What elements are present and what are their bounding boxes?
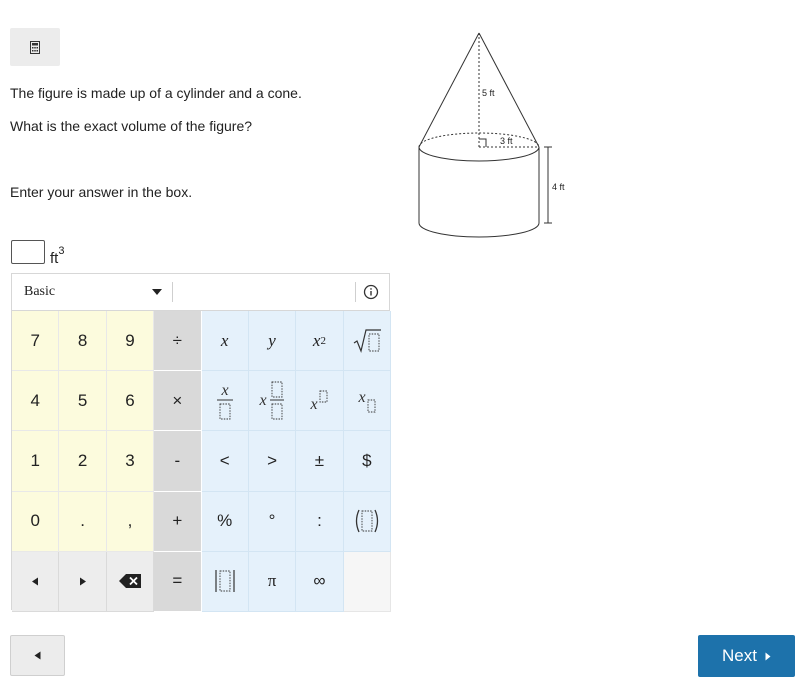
cylinder-top-back bbox=[419, 133, 539, 147]
keypad-mode-select[interactable] bbox=[24, 283, 162, 301]
key-empty bbox=[344, 552, 391, 612]
cylinder-top-front bbox=[419, 147, 539, 161]
cone-height-label: 5 ft bbox=[482, 88, 495, 98]
key-less-than[interactable]: < bbox=[202, 431, 249, 491]
subscript-icon bbox=[356, 388, 378, 414]
parentheses-icon bbox=[353, 507, 381, 535]
calculator-button[interactable] bbox=[10, 28, 60, 66]
key-3[interactable]: 3 bbox=[107, 431, 154, 491]
next-button[interactable] bbox=[698, 635, 795, 677]
instruction-text: Enter your answer in the box. bbox=[10, 184, 193, 200]
key-comma[interactable]: , bbox=[107, 492, 154, 552]
exponent-icon bbox=[308, 389, 330, 413]
fraction-icon bbox=[215, 380, 235, 422]
key-percent[interactable]: % bbox=[202, 492, 249, 552]
back-button[interactable] bbox=[10, 635, 65, 676]
calculator-icon bbox=[30, 41, 40, 54]
caret-right-icon bbox=[79, 577, 87, 586]
key-x[interactable]: x bbox=[202, 311, 249, 371]
key-plus-minus[interactable]: ± bbox=[296, 431, 343, 491]
key-pi[interactable]: π bbox=[249, 552, 296, 612]
key-y[interactable]: y bbox=[249, 311, 296, 371]
key-plus[interactable]: + bbox=[154, 492, 201, 552]
key-greater-than[interactable]: > bbox=[249, 431, 296, 491]
svg-text:x: x bbox=[221, 381, 229, 399]
key-5[interactable]: 5 bbox=[59, 371, 106, 431]
key-mixed-number[interactable] bbox=[249, 371, 296, 431]
cylinder-bottom bbox=[419, 223, 539, 237]
question-text-2: What is the exact volume of the figure? bbox=[10, 118, 253, 134]
key-parentheses[interactable] bbox=[344, 492, 391, 552]
svg-text:x: x bbox=[259, 391, 267, 409]
key-degree[interactable]: ° bbox=[249, 492, 296, 552]
key-exponent[interactable] bbox=[296, 371, 343, 431]
key-fraction[interactable] bbox=[202, 371, 249, 431]
keypad-header bbox=[12, 274, 389, 311]
absolute-value-icon bbox=[213, 568, 237, 594]
key-minus[interactable]: - bbox=[154, 431, 201, 491]
key-cursor-left[interactable] bbox=[12, 552, 59, 612]
info-icon[interactable] bbox=[363, 284, 379, 300]
key-x-squared[interactable]: x 2 bbox=[296, 311, 343, 371]
key-8[interactable]: 8 bbox=[59, 311, 106, 371]
key-absolute-value[interactable] bbox=[202, 552, 249, 612]
mixed-number-icon bbox=[257, 380, 287, 422]
question-text-1: The figure is made up of a cylinder and a cone. bbox=[10, 85, 302, 101]
key-colon[interactable]: : bbox=[296, 492, 343, 552]
chevron-down-icon bbox=[152, 289, 162, 295]
key-0[interactable]: 0 bbox=[12, 492, 59, 552]
keypad-mode-label: Basic bbox=[24, 284, 56, 299]
keypad-grid bbox=[12, 311, 389, 612]
key-decimal[interactable]: . bbox=[59, 492, 106, 552]
answer-row bbox=[11, 238, 64, 272]
key-sqrt[interactable] bbox=[344, 311, 391, 371]
radius-label: 3 ft bbox=[500, 136, 513, 146]
cone-left-edge bbox=[419, 33, 479, 147]
key-7[interactable]: 7 bbox=[12, 311, 59, 371]
svg-text:x: x bbox=[310, 395, 318, 413]
caret-left-icon bbox=[34, 651, 41, 660]
cylinder-height-label: 4 ft bbox=[552, 182, 565, 192]
key-divide[interactable]: ÷ bbox=[154, 311, 201, 371]
key-1[interactable]: 1 bbox=[12, 431, 59, 491]
key-9[interactable]: 9 bbox=[107, 311, 154, 371]
key-infinity[interactable]: ∞ bbox=[296, 552, 343, 612]
key-equals[interactable]: = bbox=[154, 552, 201, 612]
key-times[interactable]: × bbox=[154, 371, 201, 431]
key-subscript[interactable] bbox=[344, 371, 391, 431]
key-6[interactable]: 6 bbox=[107, 371, 154, 431]
next-button-label: Next bbox=[722, 646, 757, 665]
key-4[interactable]: 4 bbox=[12, 371, 59, 431]
backspace-icon bbox=[119, 574, 141, 588]
svg-text:x: x bbox=[358, 388, 366, 406]
math-keypad bbox=[11, 273, 390, 610]
answer-input[interactable] bbox=[11, 240, 45, 264]
key-2[interactable]: 2 bbox=[59, 431, 106, 491]
key-backspace[interactable] bbox=[107, 552, 154, 612]
key-cursor-right[interactable] bbox=[59, 552, 106, 612]
right-angle-marker bbox=[479, 139, 486, 147]
key-dollar[interactable]: $ bbox=[344, 431, 391, 491]
answer-unit: $ft^3$ bbox=[50, 245, 65, 267]
square-root-icon bbox=[352, 328, 382, 354]
caret-left-icon bbox=[31, 577, 39, 586]
caret-right-icon bbox=[765, 652, 771, 661]
cone-cylinder-figure bbox=[405, 28, 585, 243]
